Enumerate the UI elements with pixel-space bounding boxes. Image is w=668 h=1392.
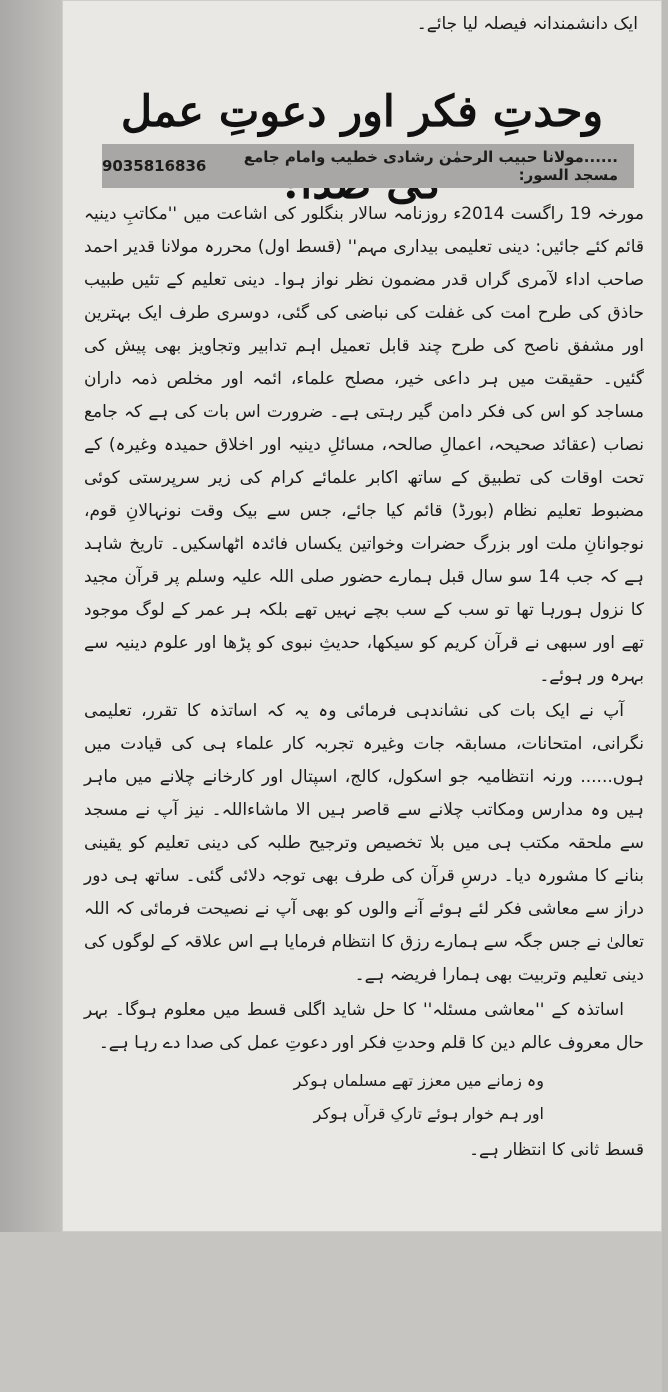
couplet-line-2: اور ہم خوار ہوئے تارکِ قرآں ہوکر <box>313 1104 544 1123</box>
article-body <box>84 198 644 1169</box>
article <box>62 0 662 1232</box>
scan-background <box>0 1232 668 1392</box>
closing-line: قسط ثانی کا انتظار ہے۔ <box>469 1140 644 1160</box>
paragraph-3: اساتذہ کے ''معاشی مسئلہ'' کا حل شاید اگلی قسط میں معلوم ہوگا۔ بہر حال معروف عالم دین کا قلم وحدتِ فکر اور دعوتِ عمل کی صدا دے رہا ہے۔ <box>84 1000 644 1053</box>
poetry-couplet <box>84 1064 644 1130</box>
paragraph-2: آپ نے ایک بات کی نشاندہی فرمائی وہ یہ کہ اساتذہ کا تقرر، تعلیمی نگرانی، امتحانات، مسابقہ جات وغیرہ تجربہ کار علماء ہی کی قیادت میں ہوں...... ورنہ انتظامیہ جو اسکول، کالج، اسپتال اور کارخانے چلانے میں ماہر ہیں وہ مدارس ومکاتب چلانے سے قاصر ہیں الا ماشاءاللہ۔ نیز آپ نے مسجد سے ملحقہ مکتب ہی میں بلا تخصیص وترجیح طلبہ کی دینی تعلیم کو یقینی بنانے کا مشورہ دیا۔ درسِ قرآن کی طرف بھی توجہ دلائی گئی۔ ساتھ ہی دور دراز سے معاشی فکر لئے ہوئے آنے والوں کو بھی آپ نے نصیحت فرمائی کہ اللہ تعالیٰ نے جس جگہ سے ہمارے رزق کا انتظام فرمایا ہے اس علاقہ کے لوگوں کی دینی تعلیم وتربیت بھی ہمارا فریضہ ہے۔ <box>84 701 644 985</box>
byline-bar <box>102 144 634 188</box>
byline-author: ......مولانا حبیب الرحمٰن رشادی خطیب وامام جامع مسجد السور: <box>243 148 618 184</box>
scan-right-edge <box>662 0 668 1392</box>
scan-left-edge <box>0 0 62 1392</box>
couplet-line-1: وہ زمانے میں معزز تھے مسلماں ہوکر <box>293 1071 544 1090</box>
byline-phone: 9035816836 <box>102 157 207 175</box>
previous-article-ending: ایک دانشمندانہ فیصلہ لیا جائے۔ <box>118 10 638 38</box>
paragraph-1: مورخہ 19 راگست 2014ء روزنامہ سالار بنگلور کی اشاعت میں ''مکاتبِ دینیہ قائم کئے جائیں: دینی تعلیمی بیداری مہم'' (قسط اول) محررہ مولانا قدیر احمد صاحب اداء لآمری گراں قدر مضمون نظر نواز ہوا۔ دینی تعلیم کے تئیں طبیب حاذق کی طرح امت کی غفلت کی نباضی کی گئی، دوسری طرف ایک بہترین اور مشفق ناصح کی طرح چند قابل تعمیل اہم تدابیر وتجاویز بھی پیش کی گئیں۔ حقیقت میں ہر داعی خیر، مصلح علماء، ائمہ اور مخلص ذمہ داران مساجد کو اس کی فکر دامن گیر رہتی ہے۔ ضرورت اس بات کی ہے کہ جامع نصاب (عقائد صحیحہ، اعمالِ صالحہ، مسائلِ دینیہ اور اخلاق حمیدہ وغیرہ) کے تحت اوقات کی تطبیق کے ساتھ اکابر علمائے کرام کی زیر سرپرستی کوئی مضبوط تعلیم نظام (بورڈ) قائم کیا جائے، جس سے بیک وقت نونہالانِ قوم، نوجوانانِ ملت اور بزرگ حضرات وخواتین یکساں فائدہ اٹھاسکیں۔ تاریخ شاہد ہے کہ جب 14 سو سال قبل ہمارے حضور صلی اللہ علیہ وسلم پر قرآن مجید کا نزول ہورہا تھا تو سب کے سب بچے نہیں تھے بلکہ ہر عمر کے لوگ موجود تھے اور سبھی نے قرآن کریم کو سیکھا، حدیثِ نبوی کو پڑھا اور علوم دینیہ سے بہرہ ور ہوئے۔ <box>84 204 644 686</box>
article-headline: وحدتِ فکر اور دعوتِ عمل <box>120 87 604 137</box>
